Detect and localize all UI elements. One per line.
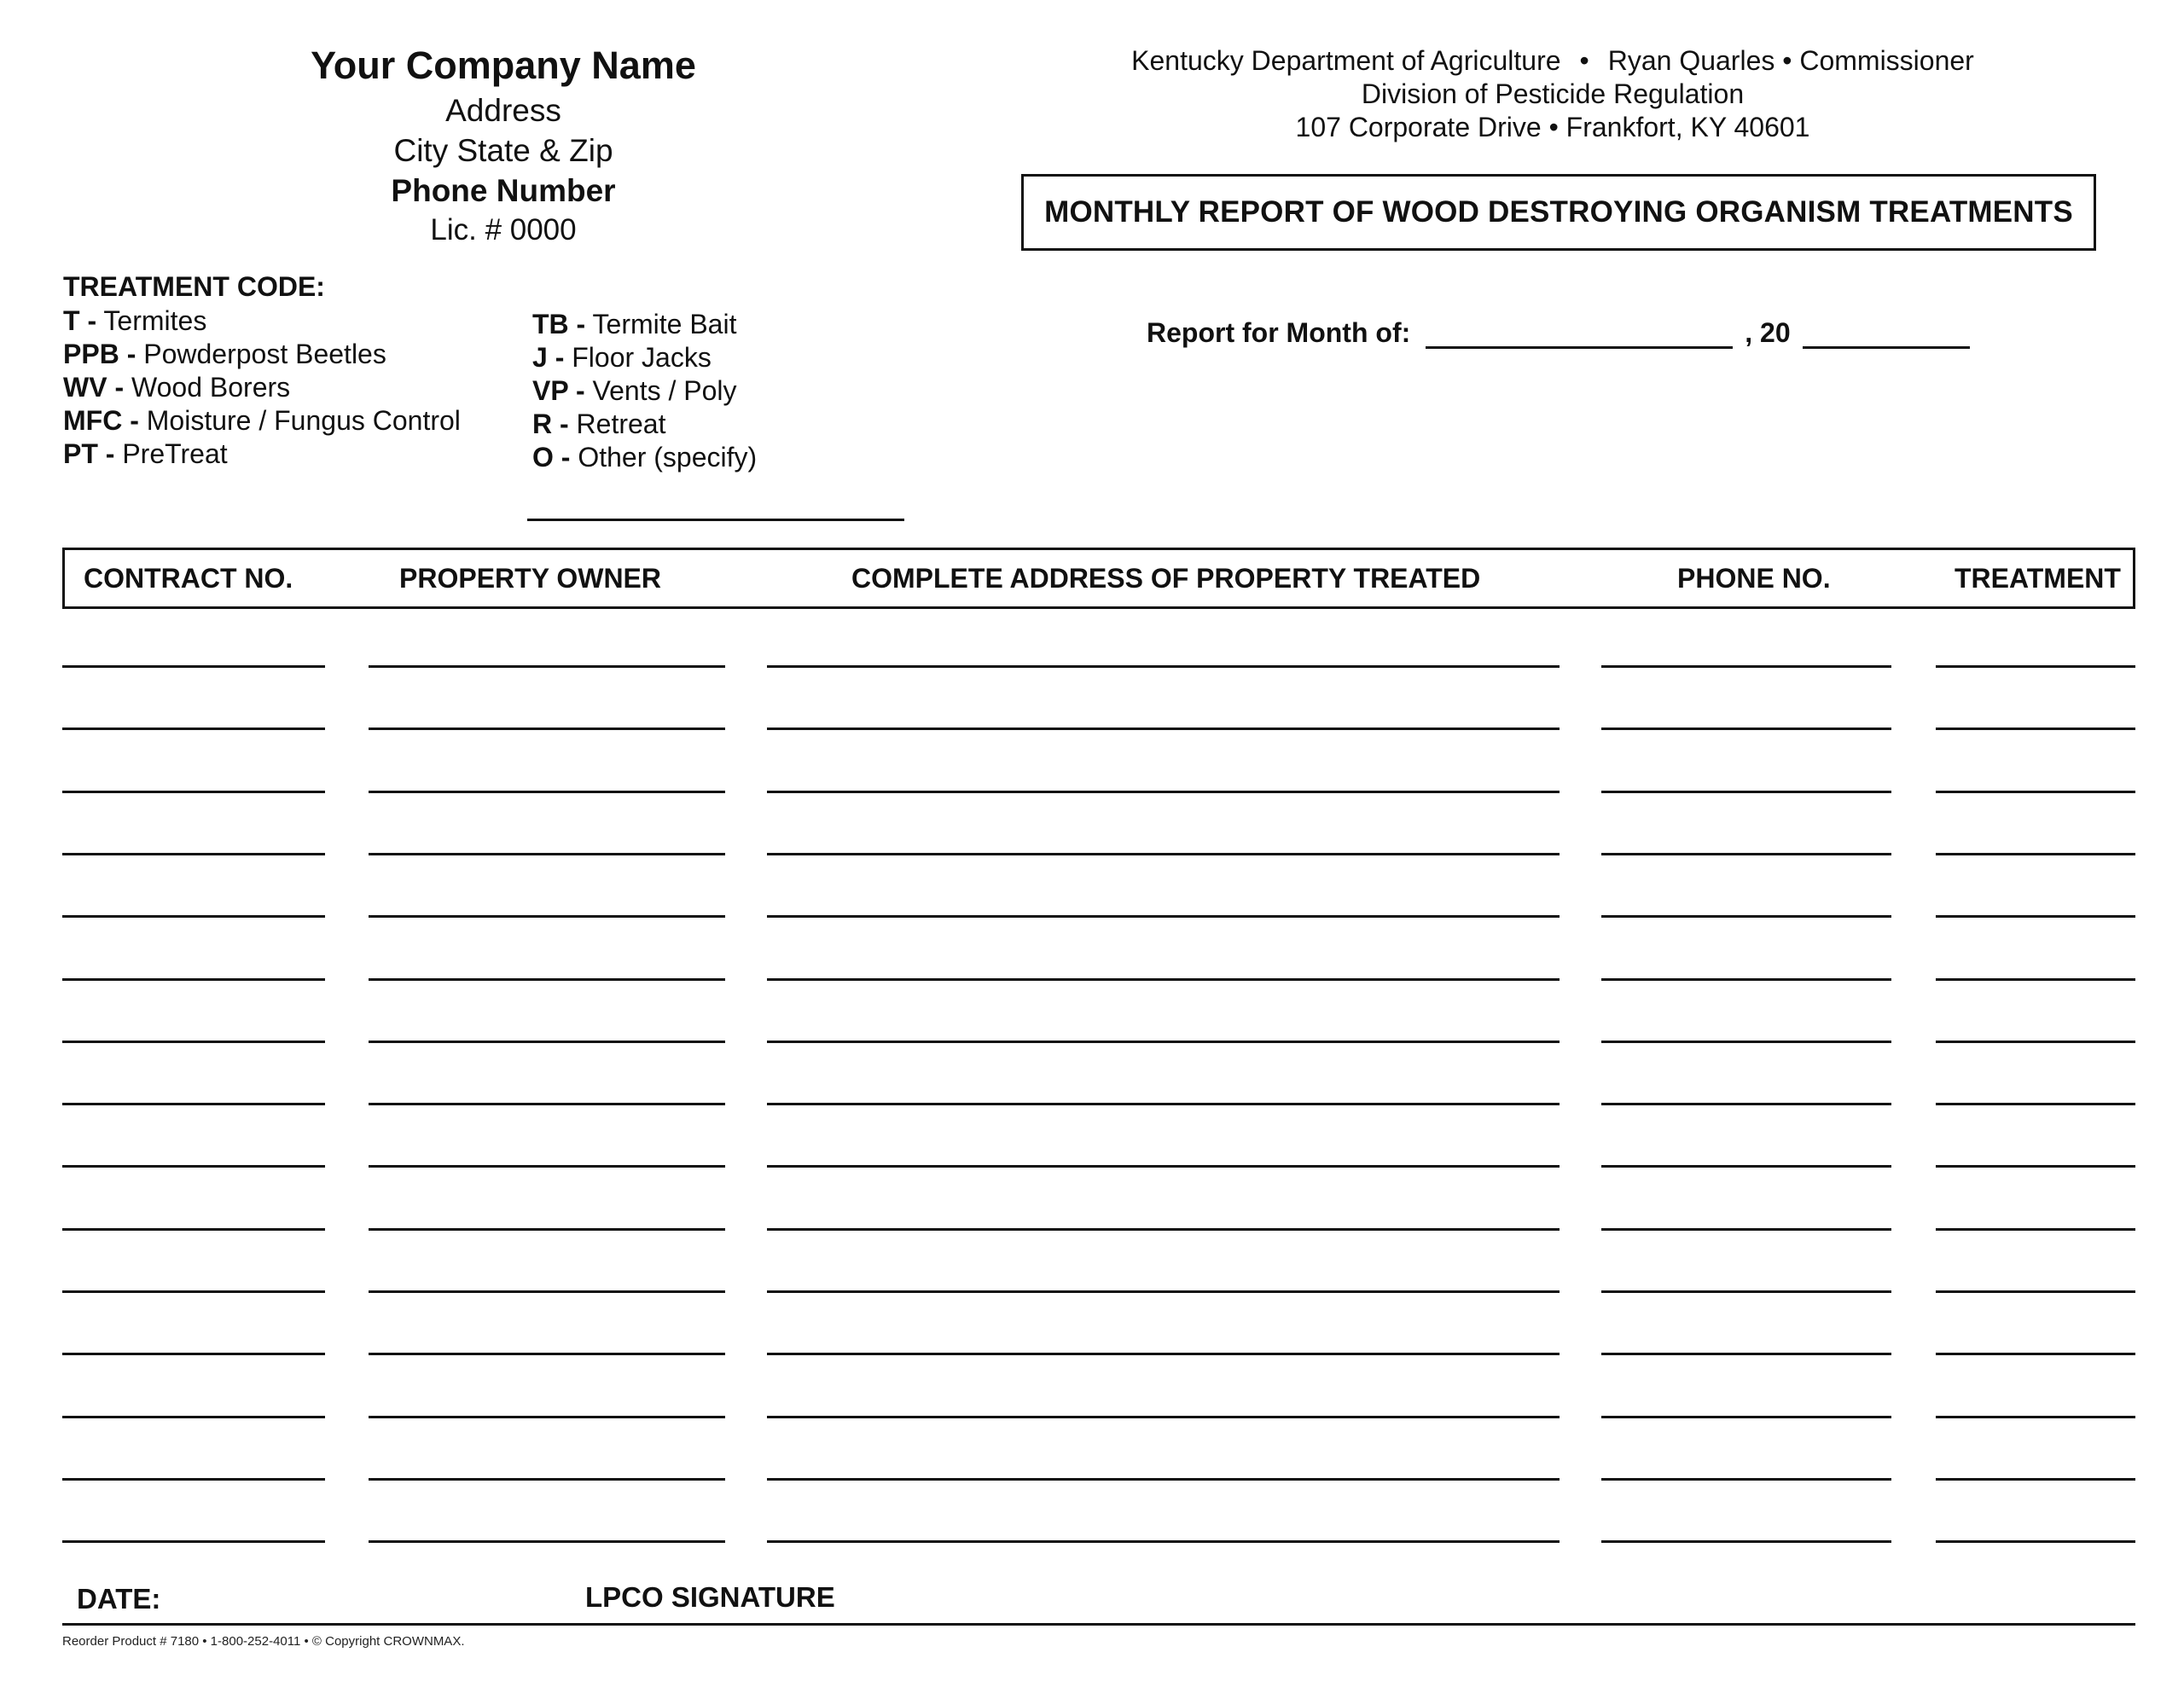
contract-field[interactable] <box>62 1041 325 1043</box>
column-header-contract: CONTRACT NO. <box>84 562 293 594</box>
treatment-code-title: TREATMENT CODE: <box>63 271 325 302</box>
code-abbrev: TB - <box>532 309 586 339</box>
treatment-field[interactable] <box>1936 791 2135 793</box>
phone-field[interactable] <box>1601 915 1891 918</box>
owner-field[interactable] <box>369 1165 725 1168</box>
phone-field[interactable] <box>1601 728 1891 730</box>
code-description: Powderpost Beetles <box>136 339 386 369</box>
company-name: Your Company Name <box>311 43 696 87</box>
column-header-owner: PROPERTY OWNER <box>399 562 661 594</box>
address-field[interactable] <box>767 1540 1560 1543</box>
code-description: PreTreat <box>114 438 228 469</box>
code-description: Moisture / Fungus Control <box>138 405 461 436</box>
treatment-field[interactable] <box>1936 1478 2135 1481</box>
owner-field[interactable] <box>369 728 725 730</box>
address-field[interactable] <box>767 978 1560 981</box>
code-abbrev: O - <box>532 442 571 472</box>
treatment-field[interactable] <box>1936 1540 2135 1543</box>
treatment-field[interactable] <box>1936 1103 2135 1105</box>
phone-field[interactable] <box>1601 853 1891 855</box>
owner-field[interactable] <box>369 1041 725 1043</box>
column-header-treatment: TREATMENT <box>1955 562 2121 594</box>
form-title: MONTHLY REPORT OF WOOD DESTROYING ORGANISM TREATMENTS <box>1044 195 2073 229</box>
code-description: Retreat <box>568 409 666 439</box>
phone-field[interactable] <box>1601 791 1891 793</box>
code-abbrev: MFC - <box>63 405 139 436</box>
code-description: Vents / Poly <box>584 375 737 406</box>
agency-division: Division of Pesticide Regulation <box>1361 78 1745 109</box>
treatment-field[interactable] <box>1936 1041 2135 1043</box>
address-field[interactable] <box>767 1353 1560 1355</box>
owner-field[interactable] <box>369 978 725 981</box>
address-field[interactable] <box>767 1165 1560 1168</box>
treatment-field[interactable] <box>1936 665 2135 668</box>
address-field[interactable] <box>767 1228 1560 1231</box>
phone-field[interactable] <box>1601 1478 1891 1481</box>
address-field[interactable] <box>767 1041 1560 1043</box>
address-field[interactable] <box>767 1103 1560 1105</box>
owner-field[interactable] <box>369 791 725 793</box>
address-field[interactable] <box>767 1290 1560 1293</box>
code-description: Wood Borers <box>124 372 291 403</box>
treatment-field[interactable] <box>1936 915 2135 918</box>
code-abbrev: VP - <box>532 375 585 406</box>
date-label: DATE: <box>77 1583 161 1615</box>
agency-commissioner: Ryan Quarles • Commissioner <box>1607 45 1974 76</box>
phone-field[interactable] <box>1601 1416 1891 1418</box>
column-header-phone: PHONE NO. <box>1677 562 1831 594</box>
contract-field[interactable] <box>62 1228 325 1231</box>
code-description: Termite Bait <box>585 309 737 339</box>
code-abbrev: PT - <box>63 438 115 469</box>
owner-field[interactable] <box>369 1290 725 1293</box>
code-abbrev: PPB - <box>63 339 136 369</box>
owner-field[interactable] <box>369 1103 725 1105</box>
code-description: Termites <box>96 305 207 336</box>
agency-address: 107 Corporate Drive • Frankfort, KY 40601 <box>1295 112 1810 142</box>
agency-department: Kentucky Department of Agriculture <box>1131 45 1561 76</box>
contract-field[interactable] <box>62 1540 325 1543</box>
code-abbrev: WV - <box>63 372 125 403</box>
contract-field[interactable] <box>62 978 325 981</box>
company-address: Address <box>445 93 561 128</box>
phone-field[interactable] <box>1601 1228 1891 1231</box>
phone-field[interactable] <box>1601 1103 1891 1105</box>
company-license: Lic. # 0000 <box>430 213 577 246</box>
phone-field[interactable] <box>1601 1290 1891 1293</box>
address-field[interactable] <box>767 915 1560 918</box>
contract-field[interactable] <box>62 728 325 730</box>
treatment-field[interactable] <box>1936 1353 2135 1355</box>
phone-field[interactable] <box>1601 1041 1891 1043</box>
treatment-field[interactable] <box>1936 978 2135 981</box>
contract-field[interactable] <box>62 915 325 918</box>
company-phone: Phone Number <box>391 173 616 208</box>
owner-field[interactable] <box>369 1416 725 1418</box>
phone-field[interactable] <box>1601 1353 1891 1355</box>
code-abbrev: J - <box>532 342 565 373</box>
owner-field[interactable] <box>369 1478 725 1481</box>
report-month-label: Report for Month of: <box>1147 317 1411 348</box>
code-abbrev: R - <box>532 409 569 439</box>
owner-field[interactable] <box>369 1540 725 1543</box>
phone-field[interactable] <box>1601 665 1891 668</box>
owner-field[interactable] <box>369 1353 725 1355</box>
contract-field[interactable] <box>62 1353 325 1355</box>
contract-field[interactable] <box>62 1478 325 1481</box>
address-field[interactable] <box>767 1416 1560 1418</box>
report-year-prefix: , 20 <box>1745 317 1791 348</box>
address-field[interactable] <box>767 791 1560 793</box>
code-description: Other (specify) <box>570 442 758 472</box>
signature-line[interactable] <box>62 1623 2135 1626</box>
company-city-state-zip: City State & Zip <box>393 133 613 168</box>
contract-field[interactable] <box>62 665 325 668</box>
contract-field[interactable] <box>62 853 325 855</box>
treatment-field[interactable] <box>1936 1228 2135 1231</box>
address-field[interactable] <box>767 728 1560 730</box>
contract-field[interactable] <box>62 1290 325 1293</box>
contract-field[interactable] <box>62 791 325 793</box>
address-field[interactable] <box>767 1478 1560 1481</box>
owner-field[interactable] <box>369 1228 725 1231</box>
phone-field[interactable] <box>1601 978 1891 981</box>
owner-field[interactable] <box>369 853 725 855</box>
contract-field[interactable] <box>62 1103 325 1105</box>
treatment-field[interactable] <box>1936 1165 2135 1168</box>
phone-field[interactable] <box>1601 1540 1891 1543</box>
code-abbrev: T - <box>63 305 97 336</box>
code-description: Floor Jacks <box>564 342 712 373</box>
agency-separator: • <box>1579 45 1589 76</box>
owner-field[interactable] <box>369 665 725 668</box>
contract-field[interactable] <box>62 1165 325 1168</box>
reorder-info: Reorder Product # 7180 • 1-800-252-4011 • © Copyright CROWNMAX. <box>62 1634 465 1649</box>
treatment-field[interactable] <box>1936 1290 2135 1293</box>
column-header-address: COMPLETE ADDRESS OF PROPERTY TREATED <box>851 562 1481 594</box>
address-field[interactable] <box>767 853 1560 855</box>
contract-field[interactable] <box>62 1416 325 1418</box>
owner-field[interactable] <box>369 915 725 918</box>
treatment-field[interactable] <box>1936 853 2135 855</box>
treatment-field[interactable] <box>1936 1416 2135 1418</box>
treatment-field[interactable] <box>1936 728 2135 730</box>
signature-label: LPCO SIGNATURE <box>585 1581 835 1613</box>
phone-field[interactable] <box>1601 1165 1891 1168</box>
address-field[interactable] <box>767 665 1560 668</box>
